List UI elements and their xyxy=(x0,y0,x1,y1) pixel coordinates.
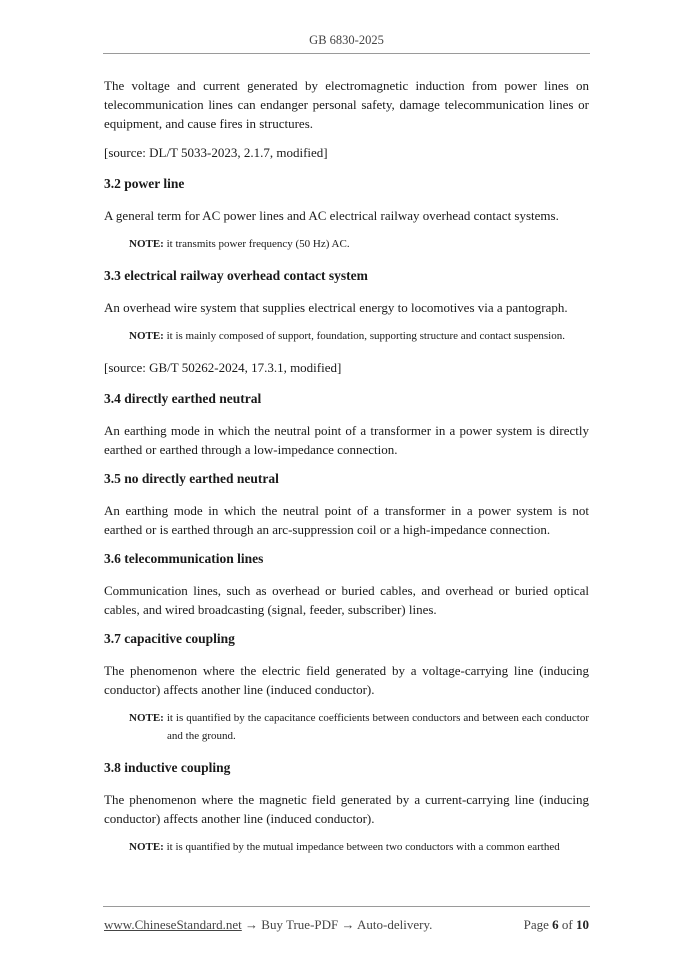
section-3-2-heading: 3.2 power line xyxy=(104,176,185,191)
page-of: of xyxy=(561,917,573,932)
intro-paragraph: The voltage and current generated by electromagnetic induction from power lines on telecommunication lines can endanger personal safety, damage telecommunication lines or equipment, and cause fires in structures. xyxy=(104,78,589,131)
arrow-right-icon: → xyxy=(341,917,355,932)
section-3-4-heading: 3.4 directly earthed neutral xyxy=(104,391,262,406)
footer-divider xyxy=(103,906,590,907)
arrow-right-icon: → xyxy=(245,917,259,932)
section-3-8-note xyxy=(129,838,589,856)
section-3-5-definition: An earthing mode in which the neutral point of a transformer in a power system is not earthed or is earthed through an arc-suppression coil or a high-impedance connection. xyxy=(104,503,589,537)
section-3-3-note xyxy=(129,327,589,345)
page-label: Page xyxy=(523,917,549,932)
note-label: NOTE: xyxy=(129,330,164,342)
page-header xyxy=(0,33,693,48)
note-label: NOTE: xyxy=(129,712,164,724)
buy-text: Buy True-PDF xyxy=(261,917,339,932)
document-id: GB 6830-2025 xyxy=(309,33,384,47)
section-3-5-heading: 3.5 no directly earthed neutral xyxy=(104,471,279,486)
section-3-3-heading: 3.3 electrical railway overhead contact system xyxy=(104,268,368,283)
page-indicator xyxy=(524,917,589,933)
page-current: 6 xyxy=(552,917,559,932)
section-3-3-source: [source: GB/T 50262-2024, 17.3.1, modified] xyxy=(104,360,342,375)
section-3-7-heading: 3.7 capacitive coupling xyxy=(104,631,235,646)
section-3-7-definition: The phenomenon where the electric field generated by a voltage-carrying line (inducing conductor) affects another line (induced conductor). xyxy=(104,663,589,697)
note-label: NOTE: xyxy=(129,841,164,853)
intro-source: [source: DL/T 5033-2023, 2.1.7, modified] xyxy=(104,145,328,160)
section-3-8-heading: 3.8 inductive coupling xyxy=(104,760,231,775)
note-text: it is quantified by the mutual impedance between two conductors with a common earthed xyxy=(166,841,560,853)
section-3-4-definition: An earthing mode in which the neutral point of a transformer in a power system is directly earthed or earthed through a low-impedance connection. xyxy=(104,423,589,457)
section-3-2-note xyxy=(129,235,589,253)
note-label: NOTE: xyxy=(129,238,164,250)
section-3-6-definition: Communication lines, such as overhead or buried cables, and overhead or buried optical cables, and wired broadcasting (signal, feeder, subscriber) lines. xyxy=(104,583,589,617)
note-text: it is mainly composed of support, foundation, supporting structure and contact suspension. xyxy=(166,330,565,342)
footer-promo xyxy=(104,917,432,933)
note-text: it is quantified by the capacitance coefficients between conductors and between each conductor and the ground. xyxy=(166,712,590,742)
header-divider xyxy=(103,53,590,54)
section-3-3-definition: An overhead wire system that supplies electrical energy to locomotives via a pantograph. xyxy=(104,300,568,315)
section-3-8-definition: The phenomenon where the magnetic field generated by a current-carrying line (inducing conductor) affects another line (induced conductor). xyxy=(104,792,589,826)
site-link[interactable]: www.ChineseStandard.net xyxy=(104,917,242,932)
delivery-text: Auto-delivery. xyxy=(357,917,433,932)
document-body xyxy=(104,76,589,869)
note-text: it transmits power frequency (50 Hz) AC. xyxy=(166,238,350,250)
page-total: 10 xyxy=(576,917,589,932)
section-3-6-heading: 3.6 telecommunication lines xyxy=(104,551,264,566)
section-3-2-definition: A general term for AC power lines and AC electrical railway overhead contact systems. xyxy=(104,208,559,223)
section-3-7-note xyxy=(129,709,589,745)
